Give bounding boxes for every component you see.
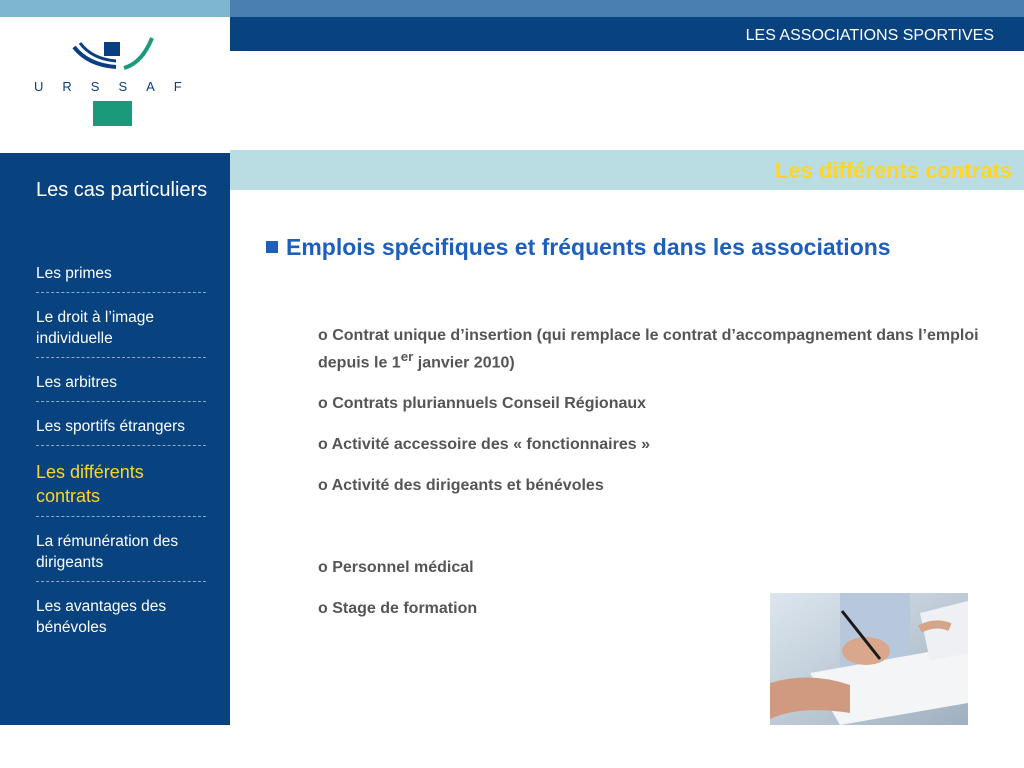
header-top-band	[230, 0, 1024, 17]
list-item: o Personnel médical	[318, 559, 474, 577]
urssaf-logo	[30, 35, 200, 135]
sidebar-item-droit-image[interactable]: Le droit à l’image individuelle	[36, 303, 206, 358]
sidebar-item-differents-contrats[interactable]: Les différents contrats	[36, 456, 206, 517]
sidebar-item-arbitres[interactable]: Les arbitres	[36, 368, 206, 402]
header-bar	[230, 17, 1024, 51]
main-heading-text: Emplois spécifiques et fréquents dans les associations	[286, 234, 891, 260]
section-title: Les différents contrats	[774, 158, 1012, 183]
sidebar	[0, 153, 230, 725]
list-item: o Contrat unique d’insertion (qui remplace le contrat d’accompagnement dans l’emploi depuis le 1er janvier 2010)	[318, 327, 979, 372]
sidebar-nav	[36, 259, 206, 656]
list-item: o Activité accessoire des « fonctionnaires »	[318, 436, 650, 454]
square-bullet-icon	[266, 241, 278, 253]
signing-document-photo	[770, 593, 968, 725]
list-item: o Stage de formation	[318, 600, 478, 618]
header-title: LES ASSOCIATIONS SPORTIVES	[745, 27, 994, 44]
sidebar-title: Les cas particuliers	[36, 179, 208, 201]
main-heading	[266, 232, 966, 263]
sidebar-item-remuneration-dirigeants[interactable]: La rémunération des dirigeants	[36, 527, 206, 582]
sidebar-item-primes[interactable]: Les primes	[36, 259, 206, 293]
top-left-strip	[0, 0, 230, 17]
sidebar-item-sportifs-etrangers[interactable]: Les sportifs étrangers	[36, 412, 206, 446]
logo-text: URSSAF	[34, 79, 201, 94]
list-item: o Activité des dirigeants et bénévoles	[318, 477, 604, 495]
sidebar-item-avantages-benevoles[interactable]: Les avantages des bénévoles	[36, 598, 167, 636]
list-item: o Contrats pluriannuels Conseil Régionaux	[318, 395, 647, 413]
section-header	[230, 150, 1024, 190]
